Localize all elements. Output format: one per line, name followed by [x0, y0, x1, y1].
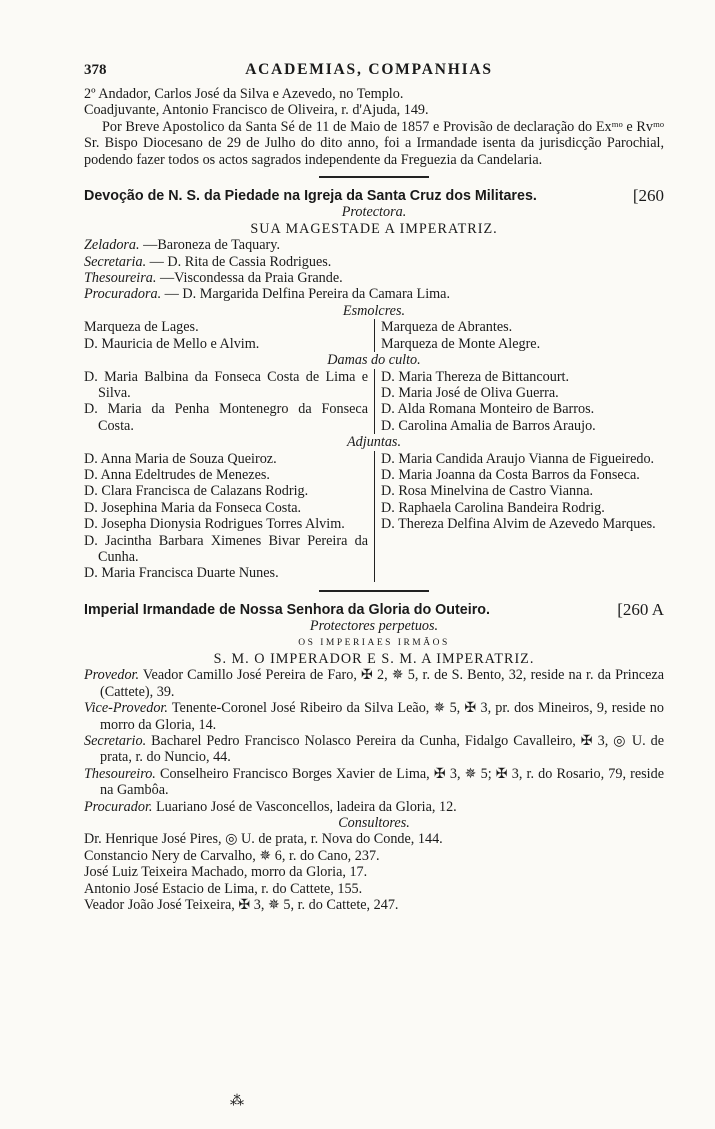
list-item: D. Carolina Amalia de Barros Araujo. — [381, 417, 596, 434]
officer-role: Procurador. — [84, 798, 153, 815]
officer-text: Tenente-Coronel José Ribeiro da Silva Leão, ✵ 5, ✠ 3, pr. dos Mineiros, 9, reside no morro da Gloria, 14. — [100, 700, 664, 733]
list-item: Marqueza de Monte Alegre. — [381, 335, 541, 352]
officer-name: — D. Rita de Cassia Rodrigues. — [149, 253, 332, 270]
list-item: D. Maria da Penha Montenegro da Fonseca Costa. — [84, 401, 368, 434]
list-item: Constancio Nery de Carvalho, ✵ 6, r. do Cano, 237. — [84, 847, 380, 864]
officer-text: Conselheiro Francisco Borges Xavier de Lima, ✠ 3, ✵ 5; ✠ 3, r. do Rosario, 79, reside na Gambôa. — [100, 765, 664, 799]
adjuntas-columns — [84, 451, 664, 582]
list-item: Dr. Henrique José Pires, ◎ U. de prata, r. Nova do Conde, 144. — [84, 831, 443, 848]
officer-role: Secretaria. — [84, 253, 147, 270]
page — [84, 62, 664, 914]
footer-mark: ⁂ — [230, 1094, 244, 1109]
section-number: [260 A — [617, 599, 664, 619]
list-item: D. Josephina Maria da Fonseca Costa. — [84, 499, 302, 516]
officer-role: Procuradora. — [84, 286, 162, 303]
section-number: [260 — [632, 186, 664, 206]
esmolceres-label: Esmolcres. — [342, 302, 406, 319]
list-item: D. Jacintha Barbara Ximenes Bivar Pereira da Cunha. — [84, 532, 368, 565]
officer-role: Zeladora. — [84, 237, 140, 254]
officer-role: Secretario. — [84, 733, 147, 750]
list-item: D. Alda Romana Monteiro de Barros. — [381, 401, 595, 418]
list-item: D. Maria José de Oliva Guerra. — [381, 384, 559, 401]
section-title — [84, 188, 664, 204]
esmolceres-columns — [84, 319, 664, 352]
officer-entry — [84, 799, 664, 815]
list-item: Marqueza de Abrantes. — [381, 319, 513, 336]
consultores-list — [84, 831, 664, 913]
officer-entry — [84, 667, 664, 700]
list-item: D. Raphaela Carolina Bandeira Rodrig. — [381, 499, 605, 516]
divider — [319, 176, 429, 178]
protectora: SUA MAGESTADE A IMPERATRIZ. — [250, 220, 498, 237]
intro-paragraph: Por Breve Apostolico da Santa Sé de 11 de Maio de 1857 e Provisão de declaração do Exᵐᵒ e Rvᵐᵒ Sr. Bispo Diocesano de 29 de Julho do dito anno, foi a Irmandade isenta da jurisdicção Parochial, podendo fazer todos os actos sagrados independente da Freguezia da Candelaria. — [84, 118, 664, 168]
list-item: D. Josepha Dionysia Rodrigues Torres Alvim. — [84, 516, 345, 533]
officer-list — [84, 667, 664, 815]
list-item: Veador João José Teixeira, ✠ 3, ✵ 5, r. do Cattete, 247. — [84, 897, 399, 914]
list-item: Antonio José Estacio de Lima, r. do Cattete, 155. — [84, 880, 363, 897]
list-item: D. Anna Maria de Souza Queiroz. — [84, 450, 277, 467]
divider — [319, 590, 429, 592]
officer-text: Luariano José de Vasconcellos, ladeira da Gloria, 12. — [156, 798, 457, 815]
officer-role: Thesoureira. — [84, 270, 157, 287]
irmaos-label: OS IMPERIAES IRMÃOS — [298, 637, 450, 648]
section-title-text: Devoção de N. S. da Piedade na Igreja da Santa Cruz dos Militares. — [84, 188, 537, 205]
officer-role: Vice-Provedor. — [84, 700, 168, 717]
officer-entry — [84, 766, 664, 799]
list-item: D. Anna Edeltrudes de Menezes. — [84, 466, 270, 483]
officer-list — [84, 237, 664, 303]
list-item: Marqueza de Lages. — [84, 319, 199, 336]
irmaos: S. M. O IMPERADOR E S. M. A IMPERATRIZ. — [213, 651, 535, 667]
list-item: D. Clara Francisca de Calazans Rodrig. — [84, 483, 309, 500]
running-header — [84, 62, 664, 86]
page-number: 378 — [84, 62, 107, 78]
intro-line: Coadjuvante, Antonio Francisco de Oliveira, r. d'Ajuda, 149. — [84, 102, 429, 119]
list-item: D. Maria Candida Araujo Vianna de Figueiredo. — [381, 450, 655, 467]
list-item: D. Rosa Minelvina de Castro Vianna. — [381, 483, 594, 500]
running-title: ACADEMIAS, COMPANHIAS — [245, 61, 493, 78]
section-title — [84, 599, 664, 619]
officer-name: —Viscondessa da Praia Grande. — [159, 270, 343, 287]
list-item: José Luiz Teixeira Machado, morro da Gloria, 17. — [84, 864, 368, 881]
section-title-text: Imperial Irmandade de Nossa Senhora da Gloria do Outeiro. — [84, 601, 490, 618]
list-item: D. Maria Francisca Duarte Nunes. — [84, 565, 279, 582]
officer-role: Thesoureiro. — [84, 765, 156, 782]
officer-name: —Baroneza de Taquary. — [143, 237, 281, 254]
officer-role: Provedor. — [84, 667, 140, 684]
list-item: D. Maria Balbina da Fonseca Costa de Lima e Silva. — [84, 368, 368, 401]
protectora-label: Protectora. — [341, 204, 407, 221]
damas-columns — [84, 369, 664, 435]
damas-label: Damas do culto. — [327, 352, 421, 369]
officer-entry — [84, 700, 664, 733]
list-item: D. Maria Joanna da Costa Barros da Fonseca. — [381, 466, 640, 483]
protectores-label: Protectores perpetuos. — [309, 618, 439, 635]
officer-text: Veador Camillo José Pereira de Faro, ✠ 2, ✵ 5, r. de S. Bento, 32, reside na r. da Princeza (Cattete), 39. — [100, 667, 664, 700]
officer-text: Bacharel Pedro Francisco Nolasco Pereira da Cunha, Fidalgo Cavalleiro, ✠ 3, ◎ U. de prata, r. do Nuncio, 44. — [100, 733, 664, 766]
list-item: D. Thereza Delfina Alvim de Azevedo Marques. — [381, 516, 656, 533]
adjuntas-label: Adjuntas. — [347, 434, 401, 451]
consultores-label: Consultores. — [338, 815, 410, 832]
intro-line: 2º Andador, Carlos José da Silva e Azevedo, no Templo. — [84, 86, 404, 102]
list-item: D. Mauricia de Mello e Alvim. — [84, 335, 260, 352]
officer-entry — [84, 733, 664, 766]
officer-name: — D. Margarida Delfina Pereira da Camara Lima. — [164, 286, 451, 303]
list-item: D. Maria Thereza de Bittancourt. — [381, 368, 570, 385]
